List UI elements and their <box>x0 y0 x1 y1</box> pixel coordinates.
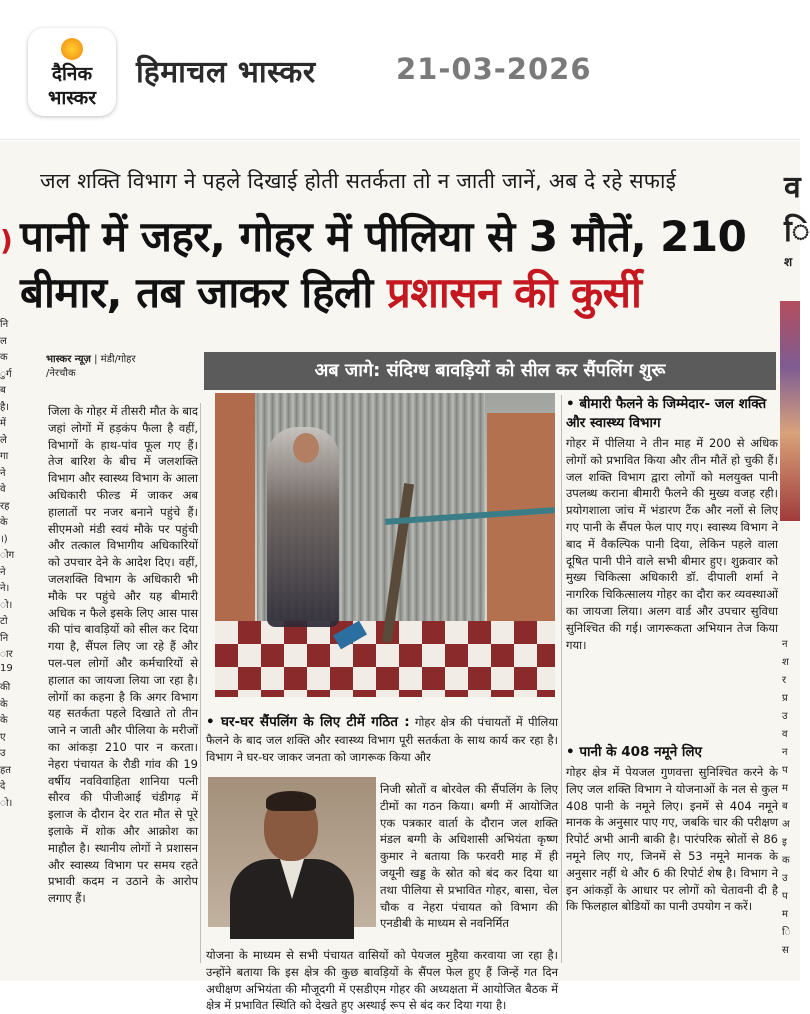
right-fragment-text: इ <box>782 837 787 848</box>
right-fragment-heading: व <box>784 170 801 205</box>
left-fragment-text: ो। <box>0 599 13 611</box>
portrait-hair <box>266 791 316 811</box>
right-fragment-text: स <box>782 945 789 956</box>
left-fragment-text: दे <box>0 781 6 792</box>
left-fragment-text: ो। <box>0 797 13 809</box>
left-column-fragment <box>0 141 22 981</box>
left-fragment-text: ले <box>0 434 7 446</box>
right-column-fragment <box>780 141 810 981</box>
right-fragment-text: अ <box>782 819 790 830</box>
publication-logo[interactable] <box>28 28 116 116</box>
left-fragment-text: ने <box>0 467 6 479</box>
article-column-1: जिला के गोहर में तीसरी मौत के बाद जहां लोगों में हड़कंप फैला है वहीं, विभागों के हाथ-पांव फूल गए हैं। तेज बारिश के बीच में जलशक्ति विभाग और स्वास्थ्य विभाग के आला अधिकारी फील्ड में जाकर अब हालातों पर नजर बनाने पहुंचे हैं। सीएमओ मंडी स्वयं मौके पर पहुंची और तत्काल विभागीय अधिकारियों को उपचार देने के आदेश दिए। वहीं, जलशक्ति विभाग के अधिकारी भी मौके पर पहुंचे और यह बीमारी अधिक न फैले इसके लिए आस पास की पांच बावड़ियों को सील कर दिया गया है, सैंपल लिए जा रहे हैं और पल-पल लोगों और कर्मचारियों से हालात का जायजा लिया जा रहा है। लोगों का कहना है कि अगर विभाग यह सतर्कता पहले दिखाते तो तीन जाने न जाती और पीलिया के मरीजों का आंकड़ा 210 पार न करता। नेहरा पंचायत के रौडी गांव की 19 वर्षीय नवविवाहिता शानिया पत्नी सौरव की पीजीआई चंडीगढ़ में इलाज के दौरान देर रात मौत से पूरे इलाके में शोक और आक्रोश का माहौल है। स्थानीय लोगों ने प्रशासन और स्वास्थ्य विभाग पर समय रहते प्रभावी कदम न उठाने के आरोप लगाए हैं। <box>48 404 198 906</box>
left-fragment-text: ोग <box>0 550 15 561</box>
subheading-band: अब जागे: संदिग्ध बावड़ियों को सील कर सैंपलिंग शुरू <box>204 352 776 390</box>
sun-icon <box>61 38 83 60</box>
column-divider <box>561 395 562 963</box>
right-fragment-text: न <box>782 747 788 758</box>
right-fragment-text: म <box>782 783 788 794</box>
left-fragment-text: में <box>0 418 6 429</box>
article-kicker: जल शक्ति विभाग ने पहले दिखाई होती सतर्कता तो न जाती जानें, अब दे रहे सफाई <box>40 169 677 193</box>
article-main-photo[interactable] <box>215 393 555 697</box>
article-section-2 <box>206 713 558 766</box>
publication-date: 21-03-2026 <box>396 52 592 86</box>
left-fragment-text: के <box>0 715 8 726</box>
right-fragment-heading: श <box>784 255 793 269</box>
section-2-intro <box>206 713 558 766</box>
right-fragment-text: श <box>782 657 789 668</box>
left-fragment-text: ने <box>0 566 6 578</box>
article-headline <box>20 209 780 321</box>
section-2-heading: • घर-घर सैंपलिंग के लिए टीमें गठित : <box>206 714 410 730</box>
section-2-intro-text: गोहर क्षेत्र की पंचायतों में पीलिया फैलने के बाद जल शक्ति और स्वास्थ्य विभाग पूरी सतर्कता के साथ कार्य कर रहा है। विभाग ने घर-घर जाकर जनता को जागरूक किया और <box>206 715 558 764</box>
left-fragment-text: ए <box>0 731 6 743</box>
article-section-4 <box>566 743 778 915</box>
article-byline: भास्कर न्यूज़ | मंडी/गोहर /नेरचौक <box>46 354 136 379</box>
left-fragment-text: नि <box>0 632 9 644</box>
left-fragment-text: की <box>0 682 11 693</box>
publication-name: हिमाचल भास्कर <box>136 55 316 90</box>
right-fragment-text: प्र <box>782 693 788 704</box>
section-2-wrap-text: निजी स्रोतों व बोरवेल की सैंपलिंग के लिए टीमों का गठन किया। बग्गी में आयोजित एक पत्रकार वार्ता के दौरान जल शक्ति मंडल बग्गी के अधिशासी अभियंता कृष्ण कुमार ने बताया कि फरवरी माह में ही जयूनी खड्ड के स्रोत को बंद कर दिया था तथा पीलिया से प्रभावित गोहर, बासा, चेल चौक व नेहरा पंचायत को विभाग की एनडीबी के माध्यम से नवनिर्मित <box>380 782 558 931</box>
right-fragment-text: ि <box>782 927 791 938</box>
left-fragment-text: क <box>0 352 8 363</box>
section-3-text: गोहर में पीलिया ने तीन माह में 200 से अधिक लोगों को प्रभावित किया और तीन मौतें हो चुकी हैं। जल शक्ति विभाग द्वारा लोगों को मलयुक्त पानी उपलब्ध कराना बीमारी फैलने की मुख्य वजह रही। प्रयोगशाला जांच में भंडारण टैंक और नलों से लिए गए पानी के सैंपल फेल पाए गए। स्वास्थ्य विभाग ने बाद में वैकल्पिक पानी दिया, लेकिन पहले वाला दूषित पानी पीने वाले सभी बीमार हुए। शुक्रवार को मुख्य चिकित्सा अधिकारी डॉ. दीपाली शर्मा ने नागरिक चिकित्सालय गोहर का दौरा कर व्यवस्थाओं का जायजा लिया। अलग वार्ड और उपचार सुविधा सुनिश्चित की गई। जागरूकता अभियान तेज किया गया। <box>566 436 778 652</box>
left-fragment-text: ।) <box>0 533 8 545</box>
left-fragment-text: वे <box>0 484 6 495</box>
logo-text-line2: भास्कर <box>47 87 97 109</box>
right-fragment-text: व <box>782 729 788 740</box>
left-fragment-text: उ <box>0 748 6 759</box>
newspaper-clipping <box>0 141 810 1013</box>
right-fragment-text: उ <box>782 873 788 884</box>
logo-text-line1: दैनिक <box>51 63 93 85</box>
right-fragment-heading: ि <box>784 214 810 249</box>
byline-place-2: /नेरचौक <box>46 368 76 379</box>
right-edge-photo <box>780 301 800 521</box>
man-face <box>293 433 319 463</box>
section-3-heading: • बीमारी फैलने के जिम्मेदार- जल शक्ति और स्वास्थ्य विभाग <box>566 396 767 431</box>
right-fragment-text: ब <box>782 801 788 812</box>
left-fragment-text: ने। <box>0 583 10 594</box>
right-fragment-text: क <box>782 855 790 866</box>
left-fragment-text: नि <box>0 319 9 330</box>
app-header <box>0 0 800 140</box>
left-fragment-text: टो <box>0 616 8 627</box>
right-fragment-text: न <box>782 639 788 650</box>
section-4-text: गोहर क्षेत्र में पेयजल गुणवत्ता सुनिश्चित करने के लिए जल शक्ति विभाग ने योजनाओं के नल से कुल 408 पानी के नमूने लिए। इनमें से 404 नमूने मानक के अनुसार पाए गए, जबकि चार की परीक्षण रिपोर्ट अभी आनी बाकी है। पारंपरिक स्रोतों से 86 नमूने लिए गए, जिनमें से 53 नमूने मानक के अनुसार नहीं थे और 6 की रिपोर्ट शेष है। विभाग ने इन आंकड़ों के आधार पर लोगों को चेतावनी दी है कि फिलहाल बोडियों का पानी उपयोग न करें। <box>566 765 778 914</box>
left-fragment-text: रह <box>0 500 10 512</box>
right-fragment-text: प <box>782 765 788 776</box>
byline-place: मंडी/गोहर <box>100 354 136 365</box>
left-fragment-text: ल <box>0 335 7 347</box>
left-fragment-text: के <box>0 517 8 528</box>
right-fragment-text: र <box>782 675 787 686</box>
left-fragment-text: है। <box>0 401 10 413</box>
left-fragment-text: हत <box>0 764 12 776</box>
left-fragment-text: ुर्ग <box>0 368 12 380</box>
right-fragment-text: उ <box>782 711 788 722</box>
headline-black-text: पानी में जहर, गोहर में पीलिया से 3 मौतें, 210 बीमार, तब जाकर हिली <box>20 212 747 317</box>
left-fragment-text: गा <box>0 451 9 462</box>
red-mark-fragment: ) <box>0 224 13 257</box>
left-fragment-text: के <box>0 698 8 710</box>
left-fragment-text: ब <box>0 385 6 396</box>
right-fragment-text: प <box>782 891 788 902</box>
left-fragment-text: 19 <box>0 662 13 674</box>
byline-source: भास्कर न्यूज़ <box>46 354 91 365</box>
left-fragment-text: ार <box>0 649 13 660</box>
article-section-3 <box>566 395 778 653</box>
section-4-heading: • पानी के 408 नमूने लिए <box>566 744 703 760</box>
column-divider <box>200 403 201 963</box>
section-2-tail-text: योजना के माध्यम से सभी पंचायत वासियों को पेयजल मुहैया करवाया जा रहा है।उन्होंने बताया कि इस क्षेत्र की कुछ बावड़ियों के सैंपल फेल हुए हैं जिन्हें गत दिन अधीक्षण अभियंता की मौजूदगी में एसडीएम गोहर की अध्यक्षता में आयोजित बैठक में क्षेत्र में प्रभावित स्थिति को देखते हुए अस्थाई रूप से बंद कर दिया गया है। <box>206 948 558 1013</box>
officer-portrait[interactable] <box>208 777 376 927</box>
right-fragment-text: म <box>782 909 788 920</box>
headline-red-text: प्रशासन की कुर्सी <box>386 268 642 317</box>
